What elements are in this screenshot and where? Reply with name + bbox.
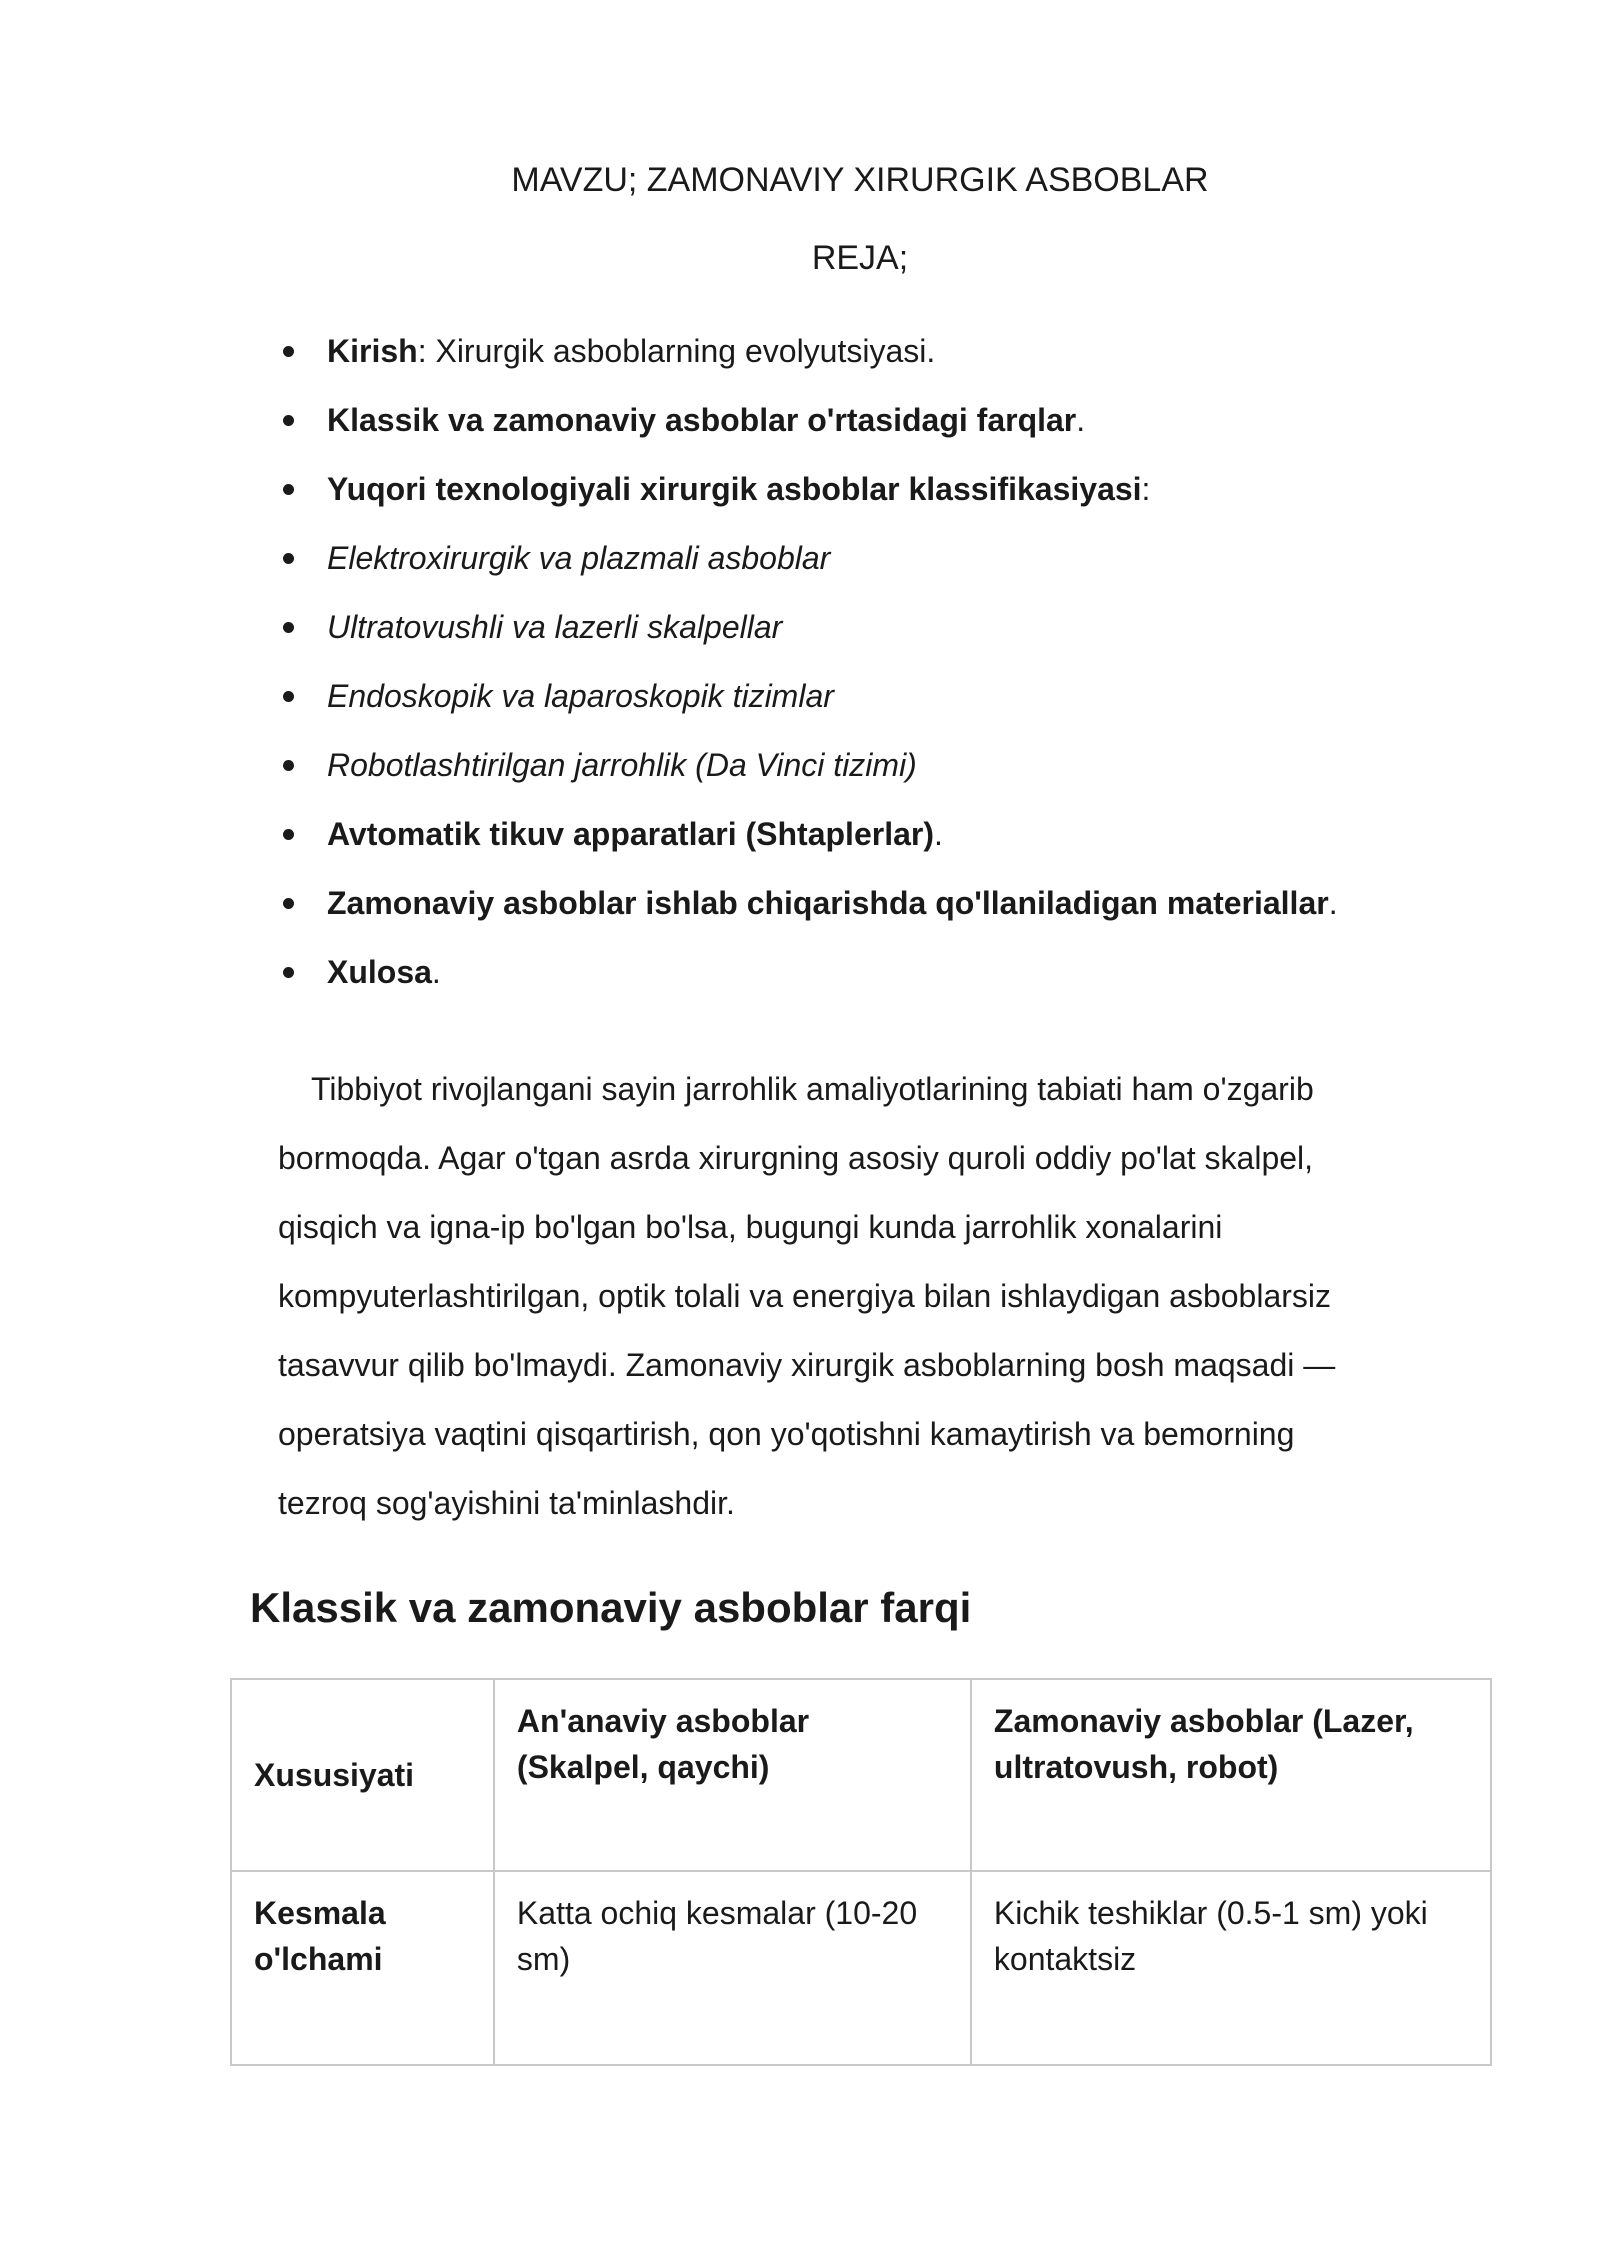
intro-paragraph (278, 1055, 1458, 1538)
paragraph-line: operatsiya vaqtini qisqartirish, qon yo'qotishni kamaytirish va bemorning (278, 1416, 1295, 1452)
bullet-icon (283, 553, 294, 564)
plan-item-suffix: : (1141, 471, 1151, 507)
plan-item-lead: Klassik va zamonaviy asboblar o'rtasidagi farqlar (327, 402, 1077, 438)
bullet-icon (283, 829, 294, 840)
paragraph-line: qisqich va igna-ip bo'lgan bo'lsa, bugungi kunda jarrohlik xonalarini (278, 1209, 1223, 1245)
paragraph-line: bormoqda. Agar o'tgan asrda xirurgning asosiy quroli oddiy po'lat skalpel, (278, 1140, 1314, 1176)
bullet-icon (283, 691, 294, 702)
table-cell: Kichik teshiklar (0.5-1 sm) yoki kontaktsiz (971, 1871, 1491, 2065)
bullet-icon (283, 760, 294, 771)
plan-item-text: Robotlashtirilgan jarrohlik (Da Vinci tizimi) (327, 747, 917, 783)
table-header-row (231, 1679, 1491, 1871)
table-cell: Katta ochiq kesmalar (10-20 sm) (494, 1871, 971, 2065)
plan-item-lead: Xulosa (327, 954, 432, 990)
plan-item-lead: Zamonaviy asboblar ishlab chiqarishda qo'llaniladigan materiallar (327, 885, 1329, 921)
plan-item-suffix: . (1328, 885, 1338, 921)
plan-item-lead: Yuqori texnologiyali xirurgik asboblar klassifikasiyasi (327, 471, 1142, 507)
list-item (275, 395, 1475, 464)
plan-item-suffix: . (431, 954, 441, 990)
list-item (275, 602, 1475, 671)
section-heading: Klassik va zamonaviy asboblar farqi (250, 1584, 972, 1631)
list-item (275, 947, 1475, 1016)
paragraph-line: Tibbiyot rivojlangani sayin jarrohlik amaliyotlarining tabiati ham o'zgarib (311, 1071, 1314, 1107)
list-item (275, 740, 1475, 809)
list-item (275, 671, 1475, 740)
plan-item-text: Ultratovushli va lazerli skalpellar (327, 609, 783, 645)
bullet-icon (283, 622, 294, 633)
plan-item-text: Elektroxirurgik va plazmali asboblar (327, 540, 831, 576)
paragraph-line: tezroq sog'ayishini ta'minlashdir. (278, 1485, 735, 1521)
list-item (275, 533, 1475, 602)
list-item (275, 326, 1475, 395)
paragraph-line: kompyuterlashtirilgan, optik tolali va energiya bilan ishlaydigan asboblarsiz (278, 1278, 1332, 1314)
bullet-icon (283, 346, 294, 357)
plan-item-suffix: . (933, 816, 943, 852)
plan-item-lead: Avtomatik tikuv apparatlari (Shtaplerlar) (327, 816, 934, 852)
plan-item-suffix: : Xirurgik asboblarning evolyutsiyasi. (417, 333, 936, 369)
plan-list (275, 326, 1475, 1016)
table-cell: Kesmala o'lchami (231, 1871, 494, 2065)
bullet-icon (283, 484, 294, 495)
list-item (275, 878, 1475, 947)
table-header-cell: Zamonaviy asboblar (Lazer, ultratovush, robot) (971, 1679, 1491, 1871)
plan-heading: REJA; (811, 239, 909, 277)
table-header-cell: Xususiyati (231, 1679, 494, 1871)
bullet-icon (283, 415, 294, 426)
table-header-cell: An'anaviy asboblar (Skalpel, qaychi) (494, 1679, 971, 1871)
bullet-icon (283, 967, 294, 978)
table-row (231, 1871, 1491, 2065)
plan-item-lead: Kirish (327, 333, 418, 369)
list-item (275, 464, 1475, 533)
plan-item-text: Endoskopik va laparoskopik tizimlar (327, 678, 834, 714)
comparison-table (230, 1678, 1492, 2066)
document-title: MAVZU; ZAMONAVIY XIRURGIK ASBOBLAR (511, 161, 1209, 199)
list-item (275, 809, 1475, 878)
paragraph-line: tasavvur qilib bo'lmaydi. Zamonaviy xirurgik asboblarning bosh maqsadi — (278, 1347, 1336, 1383)
bullet-icon (283, 898, 294, 909)
plan-item-suffix: . (1076, 402, 1086, 438)
